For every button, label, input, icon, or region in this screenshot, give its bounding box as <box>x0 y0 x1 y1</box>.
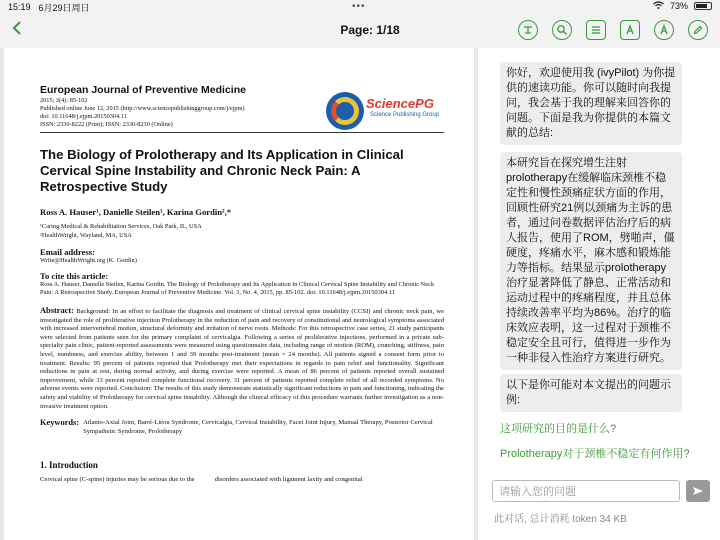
translate-icon[interactable] <box>518 20 538 40</box>
chat-input-row <box>492 480 712 502</box>
toolbar <box>0 14 720 48</box>
affiliation-line: ²HealthWright, Wayland, MA, USA <box>40 231 132 239</box>
toolbar-tools <box>518 20 708 40</box>
token-usage: 此对话, 总计消耗 token 34 KB <box>494 514 627 525</box>
suggested-question[interactable]: Prolotherapy对于颈椎不稳定有何作用? <box>500 448 690 460</box>
abstract-text: Background: In an effort to facilitate the diagnosis and treatment of clinical cervical spine instability (CCSI) and chronic neck pain, we investigated the role of proliferative injection Prolotherapy in the reduction of pain and recovery of constitutional and neurological symptoms associated with increased intervertebral motion, structural deformity and irritation of nerve roots. Methods: For this retrospective case series, 21 study participants were selected from patients seen for the primary complaint of cervicalgia. Following a series of proliferative injections, performed in a private sub-specialty pain clinic, patient-reported assessments were measured using questionnaire data, including range of motion (ROM), crunching, stiffness, pain level, numbness, and exercise ability, between 1 and 39 months post-treatment (mean = 24 months). All patients signed a consent form prior to treatment. Results: 95 percent of patients reported that Prolotherapy met their expectations in regards to pain relief and functionality. Significant reductions in pain at rest, during normal activity, and during exercise were reported. A mean of 86 percent of patients reported overall sustained improvement, while 33 percent reported complete functional recovery. 31 percent of patients reported complete relief of all recorded symptoms. No adverse events were reported. Conclusion: The results of this study demonstrate statistically significant reductions in pain and functioning, indicating the safety and viability of Prolotherapy for cervical spine instability. Although the clinical efficacy of this procedure warrants further investigation as a non-invasive treatment option. <box>40 308 445 410</box>
multitask-dots-icon[interactable]: ••• <box>352 1 366 12</box>
status-time: 15:19 <box>8 2 31 12</box>
search-icon[interactable] <box>552 20 572 40</box>
logo-subtitle: Science Publishing Group <box>370 112 440 118</box>
affiliations <box>40 223 444 240</box>
abstract <box>40 307 444 411</box>
status-bar <box>0 0 720 14</box>
intro-right-column: disorders associated with ligament laxity and congenital <box>214 476 363 484</box>
affiliation-line: ¹Caring Medical & Rehabilitation Services, Oak Park, IL, USA <box>40 223 202 230</box>
text-icon[interactable] <box>620 20 640 40</box>
send-arrow-icon[interactable] <box>686 480 710 502</box>
paper-authors: Ross A. Hauser¹, Danielle Steilen¹, Karina Gordin²,* <box>40 207 232 217</box>
pen-icon[interactable] <box>654 20 674 40</box>
logo-name: SciencePG <box>366 96 434 111</box>
meta-line: ISSN: 2330-8222 (Print); ISSN: 2330-8230 (Online) <box>40 121 173 128</box>
logo-ring <box>331 97 359 125</box>
suggested-question[interactable]: 这项研究的目的是什么? <box>500 423 617 435</box>
document-pane[interactable] <box>0 48 478 540</box>
battery-percent: 73% <box>669 1 688 11</box>
page-indicator: Page: 1/18 <box>340 23 400 37</box>
edit-icon[interactable] <box>688 20 708 40</box>
meta-line: doi: 10.11648/j.ejpm.20150304.11 <box>40 113 127 120</box>
publisher-logo <box>326 90 446 134</box>
paper-title: The Biology of Prolotherapy and Its Application in Clinical Cervical Spine Instability and Chronic Neck Pain: A Retrospective Study <box>40 147 404 194</box>
chevron-left-icon[interactable] <box>12 20 22 41</box>
outline-icon[interactable] <box>586 20 606 40</box>
chat-pane <box>478 48 720 540</box>
journal-meta <box>40 97 300 129</box>
pdf-page <box>4 48 474 540</box>
battery-icon <box>694 2 712 10</box>
keywords-heading: Keywords: <box>40 418 80 428</box>
intro-heading: 1. Introduction <box>40 460 98 471</box>
status-date: 6月29日周日 <box>38 2 90 13</box>
journal-name: European Journal of Preventive Medicine <box>40 84 246 96</box>
wifi-icon <box>653 1 664 11</box>
intro-text <box>40 476 444 483</box>
question-input[interactable] <box>492 480 680 502</box>
keywords <box>40 419 444 436</box>
chat-greeting: 你好，欢迎使用我 (ivyPilot) 为你提供的速读功能。你可以随时向我提问，我会基于我的理解来回答你的问题。下面是我为你提供的本篇文献的总结: <box>500 62 682 145</box>
meta-line: 2015; 3(4): 85-102 <box>40 97 88 104</box>
meta-line: Published online June 12, 2015 (http://www.sciencepublishinggroup.com/j/ejpm) <box>40 105 245 112</box>
chat-questions-intro: 以下是你可能对本文提出的问题示例: <box>500 374 682 412</box>
keywords-text: Atlanto-Axial Joint, Barré-Liéou Syndrome, Cervicalgia, Cervical Instability, Facet Joint Injury, Manual Therapy, Posterior Cervical Sympathetic Syndrome, Prolotherapy <box>83 419 433 435</box>
email-address: Write@HealthWright.org (K. Gordin) <box>40 257 137 264</box>
chat-summary: 本研究旨在探究增生注射prolotherapy在缓解临床颈椎不稳定性和慢性颈痛症状方面的作用，回顾性研究21例以颈痛为主诉的患者，通过问卷数据评估治疗后的病人报告，使用了ROM，劈啪声，僵硬度，疼痛水平，麻木感和锻炼能力等指标。结果显示prolotherapy治疗显著降低了静息、正常活动和运动过程中的疼痛程度，并且总体持续改善率平均为86%。治疗的临床效应表明，这一过程对于颈椎不稳定安全且可行，值得进一步作为一种非侵入性治疗方案进行研究。 <box>500 152 682 370</box>
cite-heading: To cite this article: <box>40 271 109 281</box>
citation-text: Ross A. Hauser, Danielle Steilen, Karina Gordin. The Biology of Prolotherapy and Its Application in Clinical Cervical Spine Instability and Chronic Neck Pain: A Retrospective Study. European Journal of Preventive Medicine. Vol. 3, No. 4, 2015, pp. 85-102. doi: 10.11648/j.ejpm.20150304.11 <box>40 281 435 296</box>
intro-left-column: Cervical spine (C-spine) injuries may be serious due to the <box>40 476 195 484</box>
abstract-heading: Abstract: <box>40 306 74 315</box>
email-heading: Email address: <box>40 247 95 257</box>
